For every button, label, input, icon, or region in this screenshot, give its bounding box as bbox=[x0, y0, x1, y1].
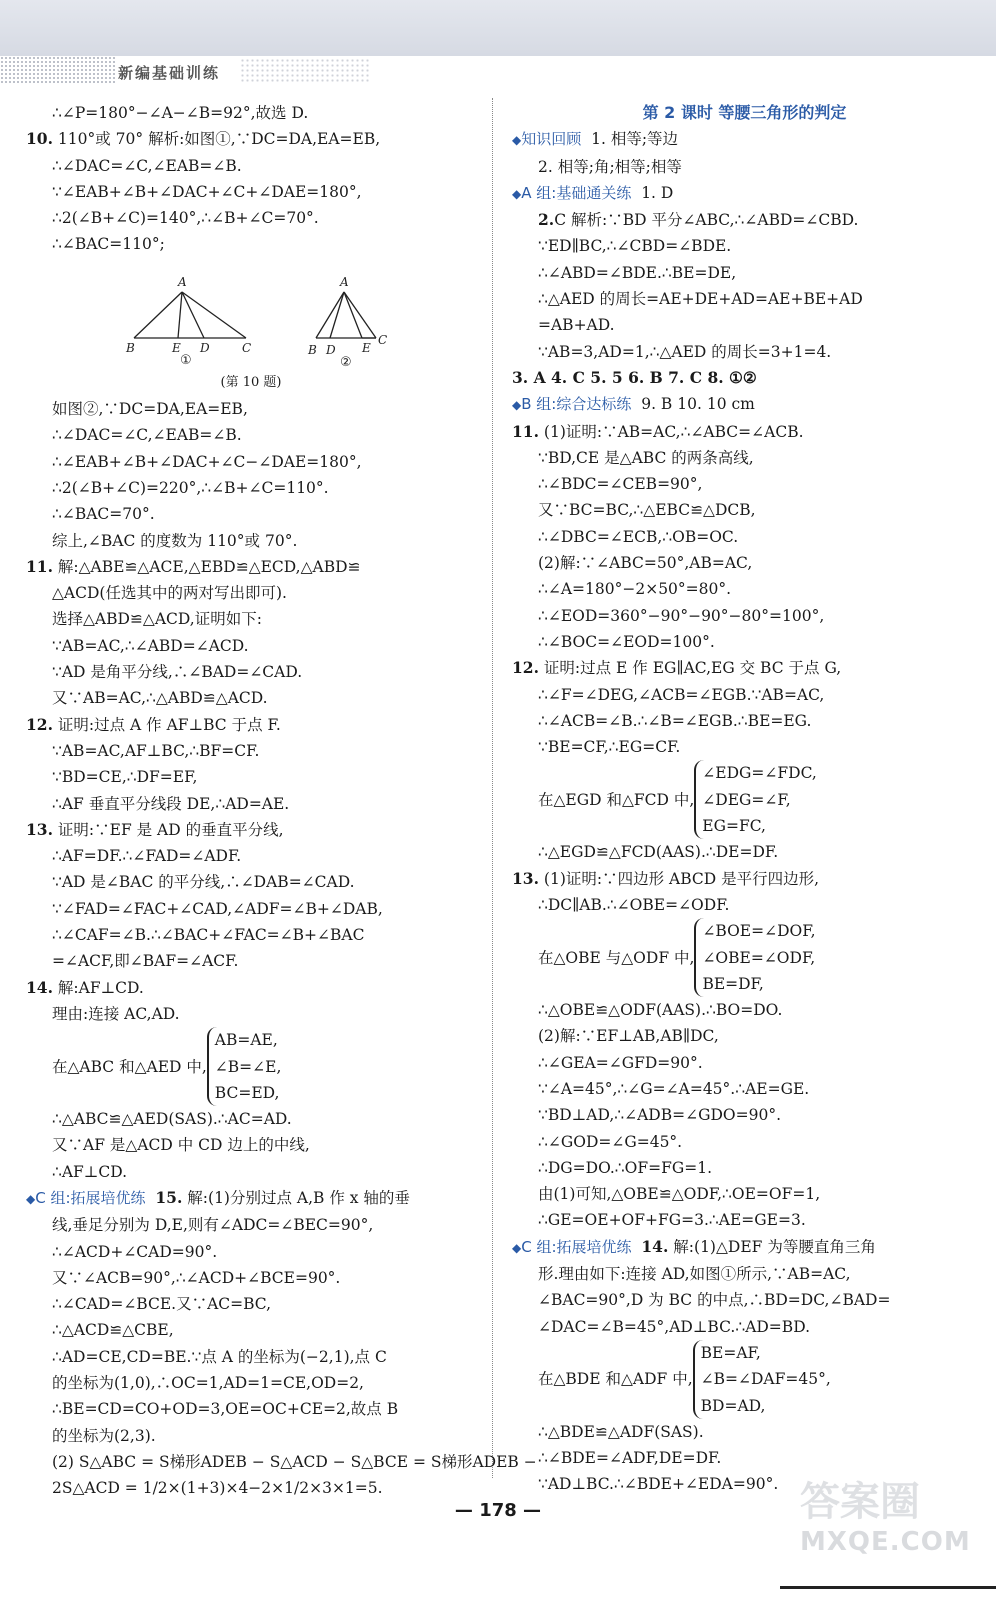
question-number: 2. bbox=[538, 210, 555, 230]
text-line: 又∵∠ACB=90°,∴∠ACD+∠BCE=90°. bbox=[52, 1268, 341, 1287]
label-C1: C bbox=[242, 340, 252, 355]
book-title: 新编基础训练 bbox=[118, 64, 221, 82]
label-D2: D bbox=[326, 342, 336, 357]
page-number: — 178 — bbox=[454, 1500, 542, 1521]
text-line: 综上,∠BAC 的度数为 110°或 70°. bbox=[52, 531, 298, 550]
diamond-icon: ◆ bbox=[512, 133, 522, 148]
label-A2: A bbox=[340, 274, 349, 289]
text-line: ∵∠EAB+∠B+∠DAC+∠C+∠DAE=180°, bbox=[52, 182, 362, 201]
label-E2: E bbox=[362, 340, 371, 355]
left-column bbox=[26, 100, 537, 1502]
text-line: ∴∠GEA=∠GFD=90°. bbox=[538, 1053, 703, 1072]
question-11 bbox=[512, 419, 977, 445]
text-line: ∵AD 是角平分线,∴∠BAD=∠CAD. bbox=[52, 663, 303, 682]
figure-2-marker: ② bbox=[340, 354, 352, 370]
watermark bbox=[800, 1470, 980, 1580]
label-D1: D bbox=[200, 340, 210, 355]
label-C2: C bbox=[378, 332, 388, 347]
bottom-rule bbox=[780, 1586, 996, 1589]
diamond-icon: ◆ bbox=[26, 1191, 36, 1206]
section-heading-c: C 组:拓展培优练 bbox=[35, 1188, 146, 1207]
text-line: ∵AB=AC,AF⊥BC,∴BF=CF. bbox=[52, 741, 260, 760]
text-line: ∴△BDE≌△ADF(SAS). bbox=[538, 1422, 704, 1441]
question-12 bbox=[26, 712, 476, 738]
text-line: ∴∠EOD=360°−90°−90°−80°=100°, bbox=[538, 606, 825, 625]
label-B2: B bbox=[308, 342, 317, 357]
header-bar bbox=[0, 0, 996, 56]
text-line: ∵ED∥BC,∴∠CBD=∠BDE. bbox=[538, 237, 732, 256]
text-line: ∴∠F=∠DEG,∠ACB=∠EGB.∵AB=AC, bbox=[538, 685, 825, 704]
label-E1: E bbox=[172, 340, 181, 355]
text-line: =∠ACF,即∠BAF=∠ACF. bbox=[52, 952, 239, 971]
question-number: 12. bbox=[26, 714, 53, 734]
text-line: ∴AF⊥CD. bbox=[52, 1162, 128, 1181]
brace-prefix: 在△BDE 和△ADF 中, bbox=[538, 1370, 693, 1389]
congruence-conditions bbox=[26, 1027, 476, 1106]
section-heading-c: C 组:拓展培优练 bbox=[521, 1237, 632, 1256]
triangle-diagrams bbox=[26, 258, 476, 370]
answer-text: 1. D bbox=[641, 183, 674, 202]
text-line: ∴∠EAB+∠B+∠DAC+∠C−∠DAE=180°, bbox=[52, 452, 362, 471]
text-line: ∴∠CAD=∠BCE.又∵AC=BC, bbox=[52, 1295, 272, 1314]
question-number: 14. bbox=[26, 977, 53, 997]
brace-group bbox=[693, 1340, 831, 1419]
text-line: ∴∠DBC=∠ECB,∴OB=OC. bbox=[538, 527, 739, 546]
text-line: ∴GE=OE+OF+FG=3.∴AE=GE=3. bbox=[538, 1211, 806, 1230]
answer-text: 证明:过点 E 作 EG∥AC,EG 交 BC 于点 G, bbox=[543, 659, 842, 678]
knowledge-review bbox=[512, 126, 977, 153]
text-line: ∵AD 是∠BAC 的平分线,∴∠DAB=∠CAD. bbox=[52, 873, 355, 892]
text-line: ∴2(∠B+∠C)=140°,∴∠B+∠C=70°. bbox=[52, 209, 319, 228]
answer-text: 解:AF⊥CD. bbox=[57, 978, 144, 997]
figure-q10 bbox=[26, 258, 476, 370]
right-column bbox=[512, 100, 977, 1498]
condition-line: ∠B=∠E, bbox=[214, 1057, 282, 1076]
text-line: ∴DC∥AB.∴∠OBE=∠ODF. bbox=[538, 895, 730, 914]
text-line: ∵∠A=45°,∴∠G=∠A=45°.∴AE=GE. bbox=[538, 1079, 810, 1098]
section-heading-review: 知识回顾 bbox=[521, 130, 582, 149]
text-line: ∵BE=CF,∴EG=CF. bbox=[538, 738, 681, 757]
text-line: ∵BD=CE,∴DF=EF, bbox=[52, 768, 198, 787]
lesson-title: 第 2 课时 等腰三角形的判定 bbox=[642, 103, 847, 122]
group-b bbox=[512, 391, 977, 418]
text-line: (2) S△ABC = S梯形ADEB − S△ACD − S△BCE = S梯形ADEB − bbox=[52, 1452, 537, 1471]
condition-line: BE=AF, bbox=[700, 1343, 761, 1362]
text-line: ∵∠FAD=∠FAC+∠CAD,∠ADF=∠B+∠DAB, bbox=[52, 899, 383, 918]
answer-text: 解:(1)△DEF 为等腰直角三角 bbox=[673, 1237, 876, 1256]
text-line: ∴△ACD≌△CBE, bbox=[52, 1321, 174, 1340]
text-line: =AB+AD. bbox=[538, 316, 615, 335]
label-B1: B bbox=[126, 340, 135, 355]
text-line: 又∵BC=BC,∴△EBC≌△DCB, bbox=[538, 501, 756, 520]
section-heading-a: A 组:基础通关练 bbox=[521, 183, 632, 202]
condition-line: BE=DF, bbox=[702, 974, 764, 993]
text-line: ∵AD⊥BC.∴∠BDE+∠EDA=90°. bbox=[538, 1475, 779, 1494]
question-number: 15. bbox=[155, 1187, 183, 1207]
text-line: ∴△EGD≌△FCD(AAS).∴DE=DF. bbox=[538, 843, 779, 862]
question-12 bbox=[512, 655, 977, 681]
text-line: ∴△OBE≌△ODF(AAS).∴BO=DO. bbox=[538, 1001, 783, 1020]
condition-line: BC=ED, bbox=[214, 1083, 280, 1102]
text-line: ∠BAC=90°,D 为 BC 的中点,∴BD=DC,∠BAD= bbox=[538, 1291, 891, 1310]
answer-text: 证明:过点 A 作 AF⊥BC 于点 F. bbox=[57, 715, 281, 734]
question-14 bbox=[512, 1234, 977, 1261]
condition-line: ∠DEG=∠F, bbox=[702, 790, 791, 809]
text-line: ∴BE=CD=CO+OD=3,OE=OC+CE=2,故点 B bbox=[52, 1400, 399, 1419]
answer-text: C 解析:∵BD 平分∠ABC,∴∠ABD=∠CBD. bbox=[554, 211, 859, 230]
diamond-icon: ◆ bbox=[512, 186, 522, 201]
text-line: 的坐标为(2,3). bbox=[52, 1426, 156, 1445]
answer-text: 1. 相等;等边 bbox=[591, 130, 679, 149]
text-line: ∠DAC=∠B=45°,AD⊥BC.∴AD=BD. bbox=[538, 1317, 810, 1336]
text-line: ∴∠A=180°−2×50°=80°. bbox=[538, 580, 732, 599]
text-line: ∴∠ACD+∠CAD=90°. bbox=[52, 1242, 218, 1261]
condition-line: EG=FC, bbox=[702, 817, 766, 836]
text-line: 形.理由如下:连接 AD,如图①所示,∵AB=AC, bbox=[538, 1265, 851, 1284]
diamond-icon: ◆ bbox=[512, 398, 522, 413]
text-line: 如图②,∵DC=DA,EA=EB, bbox=[52, 400, 248, 419]
question-14 bbox=[26, 975, 476, 1001]
text-line: (2)解:∵EF⊥AB,AB∥DC, bbox=[538, 1027, 719, 1046]
question-11 bbox=[26, 554, 476, 580]
question-number: 10. bbox=[26, 129, 53, 149]
question-15 bbox=[26, 1185, 476, 1212]
text-line: ∴∠DAC=∠C,∠EAB=∠B. bbox=[52, 156, 242, 175]
text-line: ∴∠BDE=∠ADF,DE=DF. bbox=[538, 1449, 722, 1468]
question-number: 11. bbox=[512, 421, 539, 441]
text-line: 2. 相等;角;相等;相等 bbox=[538, 157, 682, 176]
text-line: 又∵AF 是△ACD 中 CD 边上的中线, bbox=[52, 1136, 310, 1155]
brace-prefix: 在△OBE 与△ODF 中, bbox=[538, 948, 695, 967]
question-10 bbox=[26, 126, 476, 152]
text-line: 3. A 4. C 5. 5 6. B 7. C 8. ①② bbox=[512, 367, 757, 387]
answer-text: 解:△ABE≌△ACE,△EBD≌△ECD,△ABD≌ bbox=[57, 557, 361, 576]
text-line: ∴∠BAC=110°; bbox=[52, 235, 165, 254]
condition-line: ∠EDG=∠FDC, bbox=[702, 764, 817, 783]
text-line: ∴DG=DO.∴OF=FG=1. bbox=[538, 1158, 713, 1177]
group-a bbox=[512, 180, 977, 207]
text-line: ∴∠GOD=∠G=45°. bbox=[538, 1132, 683, 1151]
text-line: 2S△ACD = 1/2×(1+3)×4−2×1/2×3×1=5. bbox=[52, 1479, 383, 1498]
header-pattern-secondary bbox=[240, 58, 370, 82]
watermark-logo-text: 答案圈 bbox=[800, 1479, 920, 1525]
text-line: 线,垂足分别为 D,E,则有∠ADC=∠BEC=90°, bbox=[52, 1216, 374, 1235]
condition-line: AB=AE, bbox=[214, 1031, 278, 1050]
text-line: ∴AF=DF.∴∠FAD=∠ADF. bbox=[52, 847, 242, 866]
text-line: ∴△ABC≌△AED(SAS).∴AC=AD. bbox=[52, 1110, 292, 1129]
question-2 bbox=[512, 207, 977, 233]
question-number: 13. bbox=[26, 819, 53, 839]
brace-prefix: 在△EGD 和△FCD 中, bbox=[538, 790, 695, 809]
answer-text: (1)证明:∵AB=AC,∴∠ABC=∠ACB. bbox=[543, 422, 804, 441]
text-line: ∴∠BOC=∠EOD=100°. bbox=[538, 632, 715, 651]
congruence-conditions bbox=[512, 760, 977, 839]
text-line: (2)解:∵∠ABC=50°,AB=AC, bbox=[538, 554, 753, 573]
text-line: ∴∠P=180°−∠A−∠B=92°,故选 D. bbox=[52, 104, 309, 122]
text-line: ∵AB=3,AD=1,∴△AED 的周长=3+1=4. bbox=[538, 342, 832, 361]
text-line: 的坐标为(1,0),∴OC=1,AD=1=CE,OD=2, bbox=[52, 1374, 364, 1393]
text-line: ∴∠DAC=∠C,∠EAB=∠B. bbox=[52, 426, 242, 445]
column-divider bbox=[492, 98, 493, 1478]
question-13 bbox=[26, 817, 476, 843]
question-number: 13. bbox=[512, 868, 539, 888]
condition-line: ∠BOE=∠DOF, bbox=[702, 922, 816, 941]
answer-text: 9. B 10. 10 cm bbox=[641, 395, 755, 414]
text-line: 选择△ABD≌△ACD,证明如下: bbox=[52, 610, 262, 629]
question-number: 11. bbox=[26, 556, 53, 576]
figure-caption: (第 10 题) bbox=[220, 374, 282, 390]
text-line: 理由:连接 AC,AD. bbox=[52, 1004, 180, 1023]
section-heading-b: B 组:综合达标练 bbox=[521, 395, 632, 414]
header-pattern bbox=[0, 56, 115, 84]
congruence-conditions bbox=[512, 1340, 977, 1419]
condition-line: BD=AD, bbox=[700, 1396, 766, 1415]
answer-text: 110°或 70° 解析:如图①,∵DC=DA,EA=EB, bbox=[57, 130, 381, 149]
text-line: ∴∠ABD=∠BDE.∴BE=DE, bbox=[538, 263, 737, 282]
brace-group bbox=[694, 918, 815, 997]
figure-1-marker: ① bbox=[180, 352, 192, 368]
text-line: ∵BD,CE 是△ABC 的两条高线, bbox=[538, 448, 754, 467]
text-line: ∴△AED 的周长=AE+DE+AD=AE+BE+AD bbox=[538, 290, 863, 309]
text-line: △ACD(任选其中的两对写出即可). bbox=[52, 584, 287, 603]
text-line: ∴∠BDC=∠CEB=90°, bbox=[538, 475, 703, 494]
text-line: ∴∠ACB=∠B.∴∠B=∠EGB.∴BE=EG. bbox=[538, 711, 812, 730]
brace-group bbox=[207, 1027, 282, 1106]
label-A1: A bbox=[178, 274, 187, 289]
question-13 bbox=[512, 866, 977, 892]
condition-line: ∠B=∠DAF=45°, bbox=[700, 1370, 831, 1389]
question-number: 14. bbox=[641, 1236, 669, 1256]
brace-prefix: 在△ABC 和△AED 中, bbox=[52, 1057, 207, 1076]
diamond-icon: ◆ bbox=[512, 1240, 522, 1255]
text-line: ∴AD=CE,CD=BE.∵点 A 的坐标为(−2,1),点 C bbox=[52, 1347, 387, 1366]
watermark-url: MXQE.COM bbox=[800, 1527, 971, 1557]
answer-text: 证明:∵EF 是 AD 的垂直平分线, bbox=[57, 820, 284, 839]
text-line: 又∵AB=AC,∴△ABD≌△ACD. bbox=[52, 689, 268, 708]
text-line: ∵AB=AC,∴∠ABD=∠ACD. bbox=[52, 636, 249, 655]
text-line: ∴∠CAF=∠B.∴∠BAC+∠FAC=∠B+∠BAC bbox=[52, 926, 365, 945]
congruence-conditions bbox=[512, 918, 977, 997]
text-line: ∴∠BAC=70°. bbox=[52, 505, 155, 524]
page-number-value: 178 bbox=[479, 1500, 517, 1521]
text-line: 由(1)可知,△OBE≌△ODF,∴OE=OF=1, bbox=[538, 1185, 821, 1204]
text-line: ∵BD⊥AD,∴∠ADB=∠GDO=90°. bbox=[538, 1106, 781, 1125]
answer-text: (1)证明:∵四边形 ABCD 是平行四边形, bbox=[543, 869, 820, 888]
text-line: ∴AF 垂直平分线段 DE,∴AD=AE. bbox=[52, 794, 290, 813]
brace-group bbox=[694, 760, 817, 839]
condition-line: ∠OBE=∠ODF, bbox=[702, 948, 816, 967]
answer-text: 解:(1)分别过点 A,B 作 x 轴的垂 bbox=[187, 1188, 410, 1207]
question-number: 12. bbox=[512, 658, 539, 678]
text-line: ∴2(∠B+∠C)=220°,∴∠B+∠C=110°. bbox=[52, 478, 329, 497]
